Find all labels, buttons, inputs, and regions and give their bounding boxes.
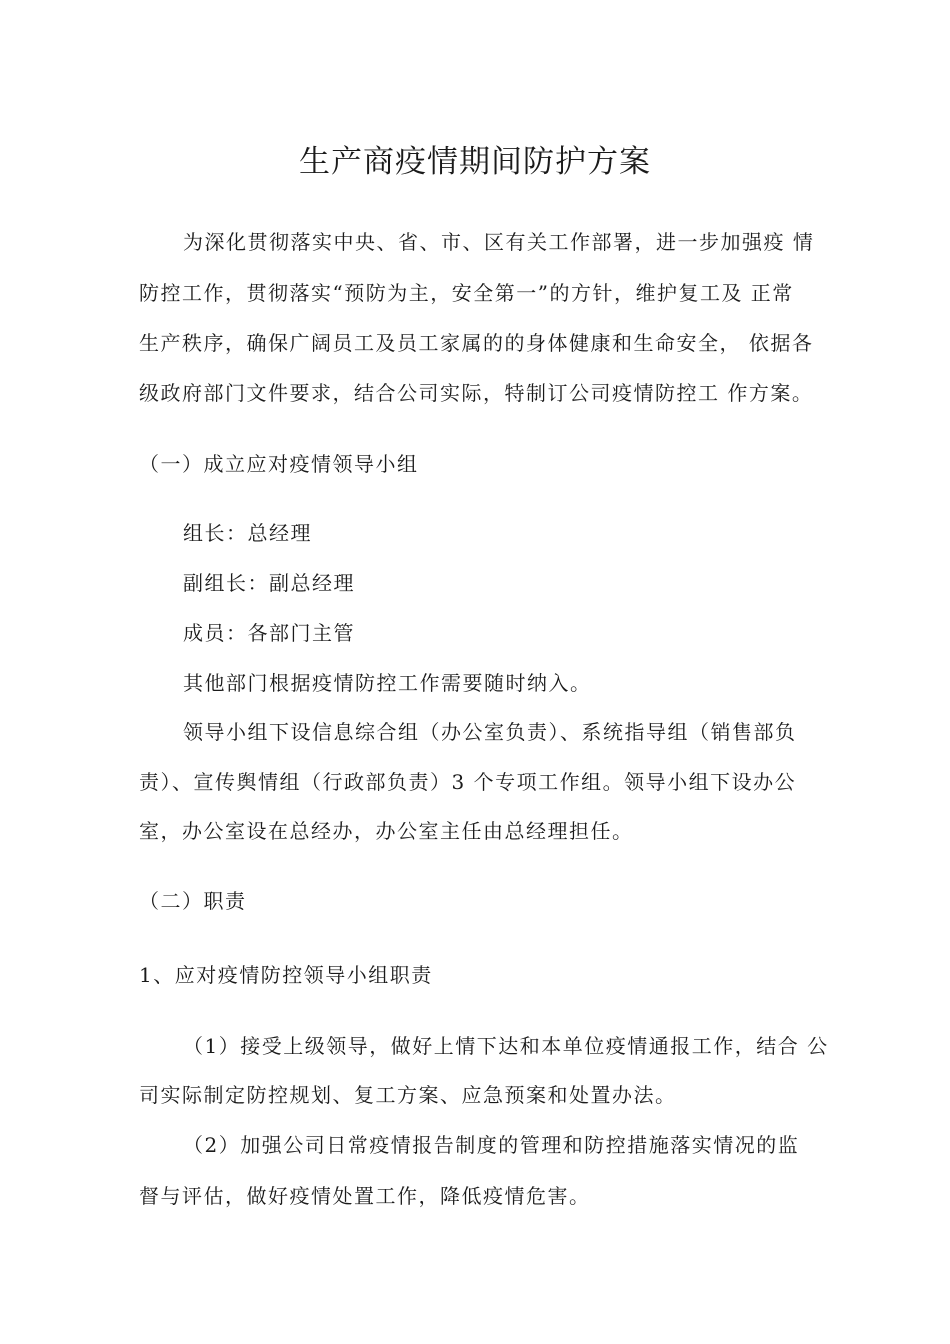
item-2-line-2: 督与评估，做好疫情处置工作，降低疫情危害。: [139, 1184, 591, 1208]
item-1-line-2: 司实际制定防控规划、复工方案、应急预案和处置办法。: [139, 1083, 677, 1107]
intro-line-4: 级政府部门文件要求，结合公司实际，特制订公司疫情防控工 作方案。: [139, 381, 814, 405]
subgroups-line-2: 责）、宣传舆情组（行政部负责）3 个专项工作组。领导小组下设办公: [139, 770, 797, 794]
item-2-line-1: （2）加强公司日常疫情报告制度的管理和防控措施落实情况的监: [183, 1133, 800, 1157]
intro-line-1: 为深化贯彻落实中央、省、市、区有关工作部署，进一步加强疫 情: [183, 230, 815, 254]
section-2-heading: （二）职责: [139, 889, 247, 913]
intro-line-3: 生产秩序，确保广阔员工及员工家属的的身体健康和生命安全， 依据各: [139, 331, 814, 355]
document-title: 生产商疫情期间防护方案: [299, 144, 651, 180]
intro-line-2: 防控工作，贯彻落实“预防为主，安全第一”的方针，维护复工及 正常: [139, 281, 794, 305]
members-line: 成员：各部门主管: [183, 621, 355, 645]
section-1-heading: （一）成立应对疫情领导小组: [139, 452, 419, 476]
leader-line: 组长：总经理: [183, 521, 312, 545]
deputy-leader-line: 副组长：副总经理: [183, 571, 355, 595]
others-line: 其他部门根据疫情防控工作需要随时纳入。: [183, 671, 592, 695]
subgroups-line-3: 室，办公室设在总经办，办公室主任由总经理担任。: [139, 819, 634, 843]
item-1-line-1: （1）接受上级领导，做好上情下达和本单位疫情通报工作，结合 公: [183, 1034, 829, 1058]
subgroups-line-1: 领导小组下设信息综合组（办公室负责）、系统指导组（销售部负: [183, 720, 797, 744]
section-2-subheading: 1、应对疫情防控领导小组职责: [139, 963, 433, 987]
